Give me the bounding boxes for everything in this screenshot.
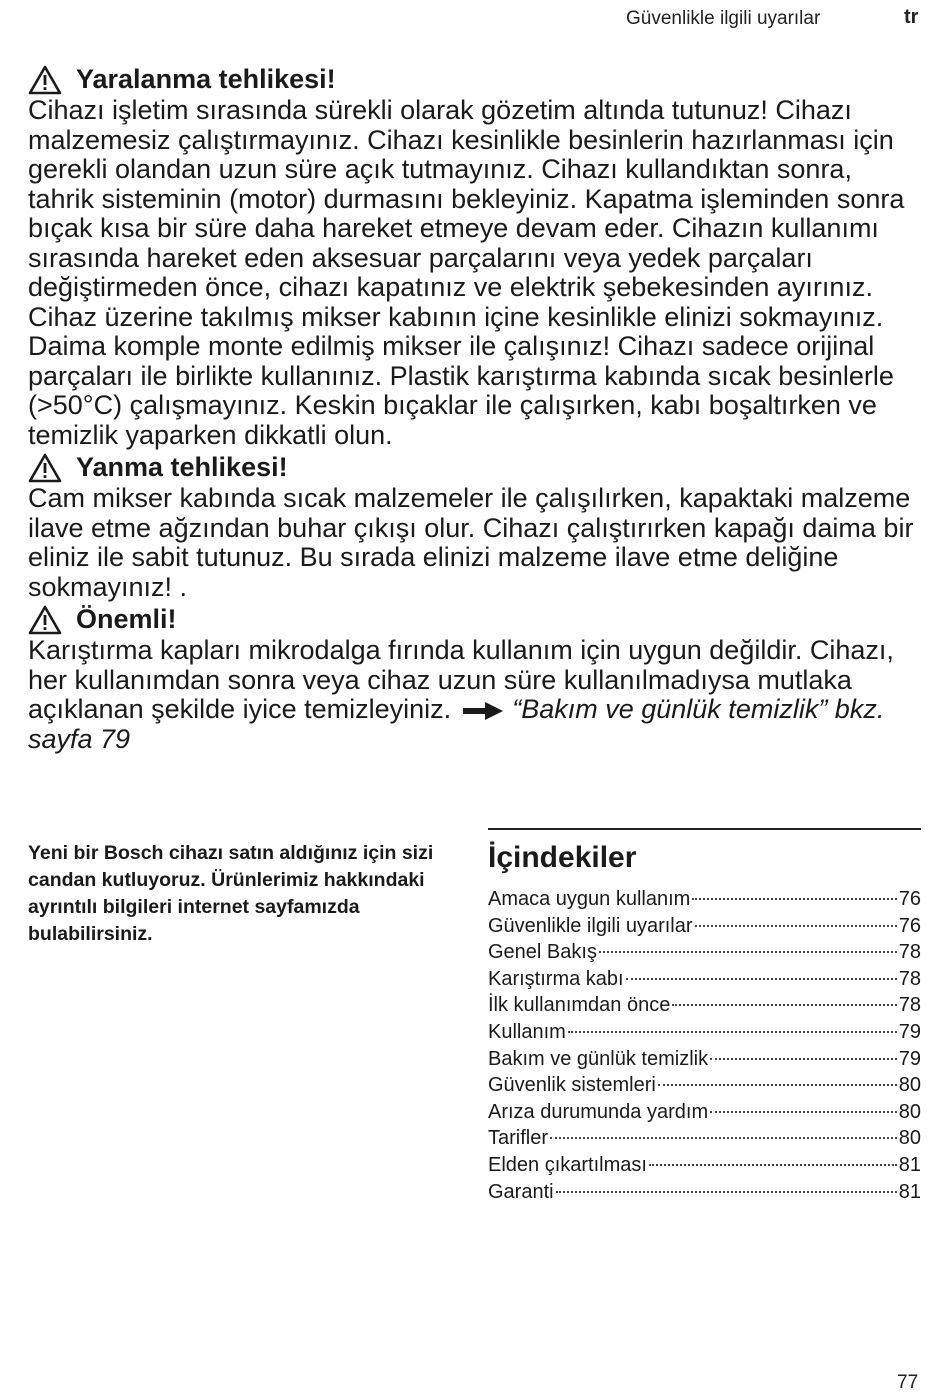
toc-leader-dots (672, 1004, 896, 1006)
toc-item-label: İlk kullanımdan önce (488, 994, 671, 1017)
intro-text: Yeni bir Bosch cihazı satın aldığınız için sizi candan kutluyoruz. Ürünlerimiz hakkındaki ayrıntılı bilgileri internet sayfamızda bulabilirsiniz. (28, 842, 434, 945)
toc-item-page: 78 (898, 994, 921, 1017)
toc-item[interactable] (488, 1072, 921, 1099)
toc-item-page: 80 (898, 1100, 921, 1123)
warning-heading: Önemli! (76, 604, 177, 634)
toc-leader-dots (568, 1031, 897, 1033)
toc-item-page: 80 (898, 1074, 921, 1097)
toc-leader-dots (556, 1191, 897, 1193)
warning-body-text: Karıştırma kapları mikrodalga fırında kullanım için uygun değildir. Cihazı, her kullanımdan sonra veya cihaz uzun süre kullanılmadıysa mutlaka açıklanan şekilde iyice temizleyiniz. (28, 635, 894, 724)
toc-item[interactable] (488, 1125, 921, 1152)
toc-item-page: 78 (898, 941, 921, 964)
toc-item-page: 81 (898, 1180, 921, 1203)
toc-item[interactable] (488, 1152, 921, 1179)
toc-item[interactable] (488, 1179, 921, 1206)
toc-item[interactable] (488, 1046, 921, 1073)
toc-item[interactable] (488, 939, 921, 966)
toc-leader-dots (550, 1137, 897, 1139)
toc-item-label: Garanti (488, 1180, 554, 1203)
toc-item-page: 79 (898, 1020, 921, 1043)
toc-list (488, 886, 921, 1205)
toc-leader-dots (710, 1111, 897, 1113)
toc-item-label: Bakım ve günlük temizlik (488, 1047, 709, 1070)
toc-item-page: 79 (898, 1047, 921, 1070)
warning-heading: Yanma tehlikesi! (76, 452, 288, 482)
cross-reference-link[interactable]: “Bakım ve günlük temizlik” bkz. sayfa 79 (28, 694, 885, 754)
toc-item-page: 76 (898, 888, 921, 910)
warning-burn (28, 451, 923, 602)
toc-item-label: Arıza durumunda yardım (488, 1100, 709, 1123)
toc-leader-dots (658, 1084, 897, 1086)
warning-triangle-icon (28, 453, 62, 483)
header-section-title: Güvenlikle ilgili uyarılar (626, 8, 821, 29)
toc-leader-dots (626, 978, 897, 980)
toc-item[interactable] (488, 1019, 921, 1046)
toc-item[interactable] (488, 1099, 921, 1126)
toc-item-page: 80 (898, 1127, 921, 1150)
toc-item[interactable] (488, 886, 921, 913)
toc-item-label: Karıştırma kabı (488, 967, 624, 990)
table-of-contents (488, 828, 921, 1205)
toc-title: İçindekiler (488, 841, 637, 874)
warning-triangle-icon (28, 605, 62, 635)
toc-item-label: Kullanım (488, 1020, 566, 1043)
toc-item-label: Güvenlikle ilgili uyarılar (488, 914, 693, 937)
warning-heading: Yaralanma tehlikesi! (76, 64, 336, 94)
warning-text (28, 636, 923, 754)
toc-item-label: Amaca uygun kullanım (488, 888, 691, 910)
header-language-code: tr (904, 6, 919, 28)
toc-item-page: 81 (898, 1153, 921, 1176)
toc-leader-dots (695, 925, 897, 927)
page-number: 77 (897, 1372, 919, 1393)
warning-text: Cam mikser kabında sıcak malzemeler ile çalışılırken, kapaktaki malzeme ilave etme ağzından buhar çıkışı olur. Cihazı çalıştırırken kapağı daima bir eliniz ile sabit tutunuz. Bu sırada elinizi malzeme ilave etme deliğine sokmayınız! . (28, 483, 914, 602)
toc-leader-dots (649, 1164, 897, 1166)
toc-item-label: Genel Bakış (488, 941, 597, 964)
toc-leader-dots (599, 951, 897, 953)
toc-item[interactable] (488, 913, 921, 940)
toc-item-page: 78 (898, 967, 921, 990)
toc-item-page: 76 (898, 914, 921, 937)
toc-leader-dots (692, 898, 896, 900)
toc-item[interactable] (488, 966, 921, 993)
warning-triangle-icon (28, 65, 62, 95)
safety-warnings (28, 62, 923, 754)
toc-item-label: Tarifler (488, 1127, 549, 1150)
toc-item-label: Elden çıkartılması (488, 1153, 647, 1176)
arrow-right-icon (463, 702, 503, 720)
warning-text: Cihazı işletim sırasında sürekli olarak gözetim altında tutunuz! Cihazı malzemesiz çalıştırmayınız. Cihazı kesinlikle besinlerin hazırlanması için gerekli olandan uzun süre açık tutmayınız. Cihazı kullandıktan sonra, tahrik sisteminin (motor) durmasını bekleyiniz. Kapatma işleminden sonra bıçak kısa bir süre daha hareket etmeye devam eder. Cihazın kullanımı sırasında hareket eden aksesuar parçalarını veya yedek parçaları değiştirmeden önce, cihazı kapatınız ve elektrik şebekesinden ayırınız. Cihaz üzerine takılmış mikser kabının içine kesinlikle elinizi sokmayınız. Daima komple monte edilmiş mikser ile çalışınız! Cihazı sadece orijinal parçaları ile birlikte kullanınız. Plastik karıştırma kabında sıcak besinlerle (>50°C) çalışmayınız. Keskin bıçaklar ile çalışırken, kabı boşaltırken ve temizlik yaparken dikkatli olun. (28, 95, 905, 450)
toc-item[interactable] (488, 992, 921, 1019)
toc-item-label: Güvenlik sistemleri (488, 1074, 656, 1097)
toc-leader-dots (710, 1058, 897, 1060)
warning-injury (28, 63, 923, 450)
warning-important (28, 603, 923, 754)
